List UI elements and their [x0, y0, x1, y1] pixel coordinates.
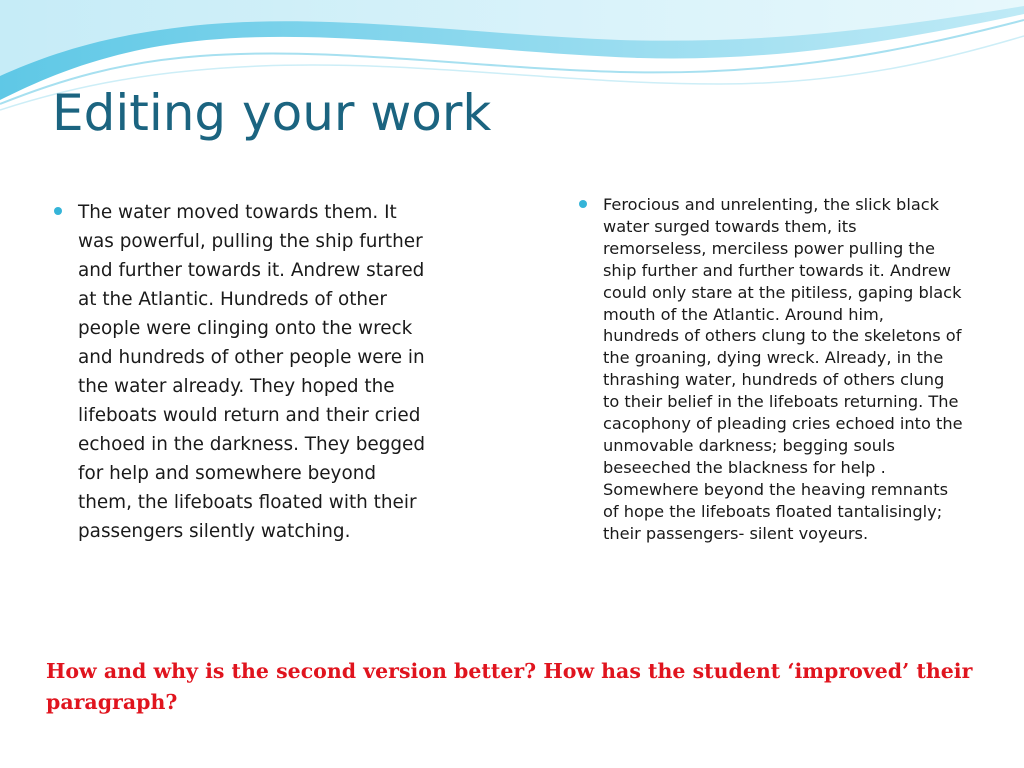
- discussion-question: How and why is the second version better? How has the student ‘improved’ their paragraph?: [46, 659, 973, 714]
- slide-title: Editing your work: [52, 84, 492, 142]
- improved-paragraph-list: [575, 194, 965, 545]
- improved-paragraph-item: [575, 194, 965, 545]
- bullet-icon: [579, 200, 587, 208]
- original-paragraph-item: [50, 198, 430, 546]
- original-paragraph-text: The water moved towards them. It was powerful, pulling the ship further and further towards it. Andrew stared at the Atlantic. Hundreds of other people were clinging onto the wreck and hundreds of other people were in the water already. They hoped the lifeboats would return and their cried echoed in the darkness. They begged for help and somewhere beyond them, the lifeboats floated with their passengers silently watching.: [78, 202, 426, 542]
- improved-paragraph-text: Ferocious and unrelenting, the slick black water surged towards them, its remorseless, merciless power pulling the ship further and further towards it. Andrew could only stare at the pitiless, gaping black mouth of the Atlantic. Around him, hundreds of others clung to the skeletons of the groaning, dying wreck. Already, in the thrashing water, hundreds of others clung to their belief in the lifeboats returning. The cacophony of pleading cries echoed into the unmovable darkness; begging souls beseeched the blackness for help . Somewhere beyond the heaving remnants of hope the lifeboats floated tantalisingly; their passengers- silent voyeurs.: [603, 195, 963, 543]
- original-paragraph-list: [50, 198, 430, 546]
- bullet-icon: [54, 207, 62, 215]
